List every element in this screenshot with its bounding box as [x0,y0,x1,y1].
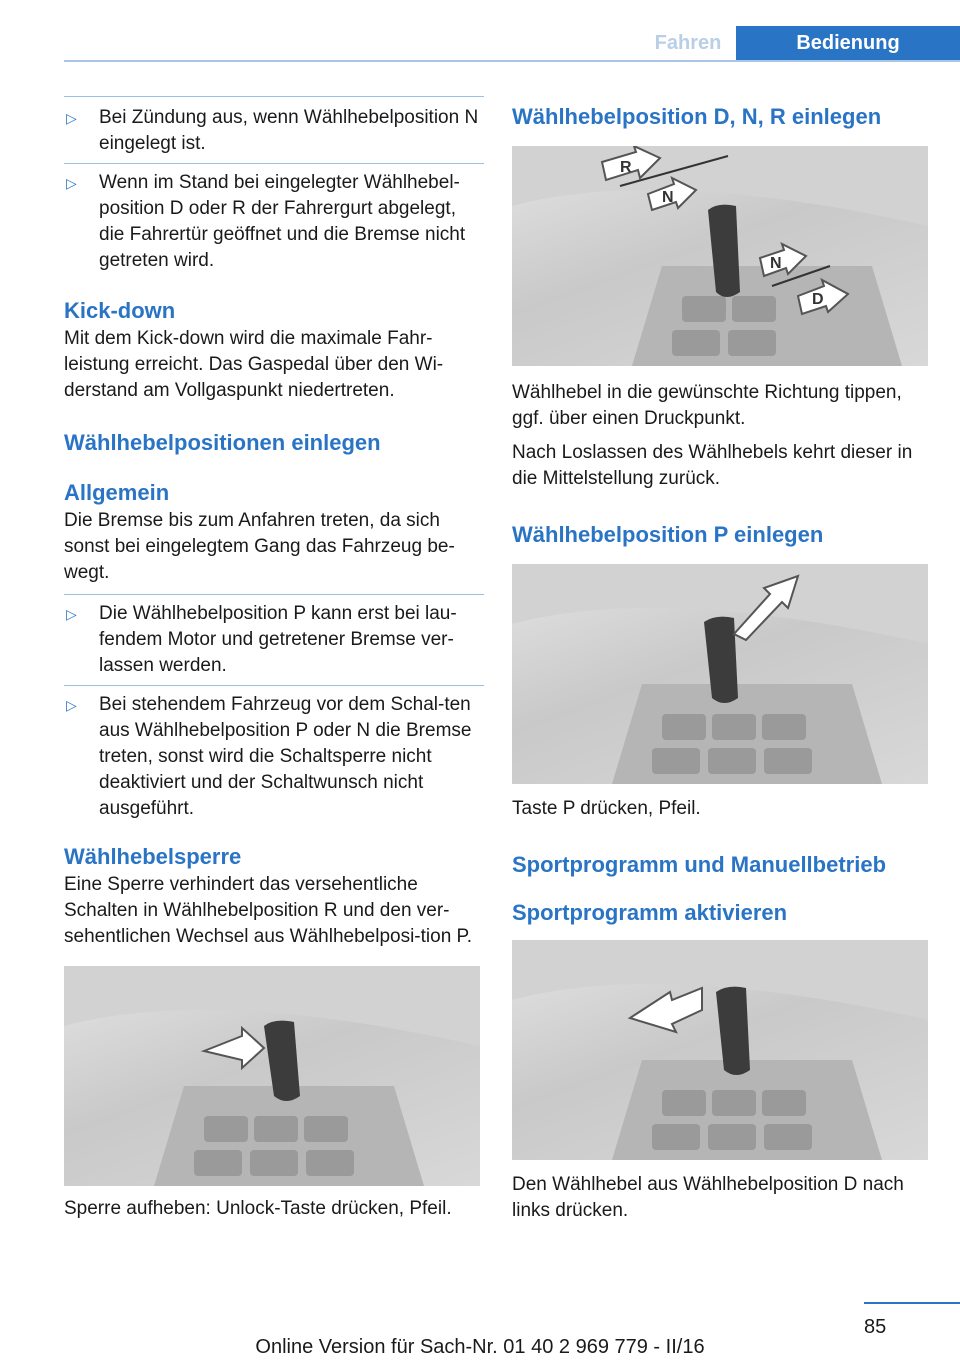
header-tabs [640,26,960,62]
dnr-label-n-top: N [662,189,674,206]
gear-selector-illustration [64,966,480,1186]
bullet-item [64,105,484,157]
triangle-bullet-icon: ▷ [66,697,77,713]
sperre-caption: Sperre aufheben: Unlock-Taste drücken, Pfeil. [64,1198,452,1219]
bullet-divider [64,96,484,97]
p-heading: Wählhebelposition P einlegen [512,522,824,547]
bullet-divider [64,594,484,595]
footer-rule [864,1302,960,1304]
gear-selector-p-illustration [512,564,928,784]
allgemein-text: Die Bremse bis zum Anfahren treten, da sich sonst bei eingelegtem Gang das Fahrzeug be‐wegt. [64,510,455,583]
triangle-bullet-icon: ▷ [66,110,77,126]
dnr-label-n-bottom: N [770,255,782,272]
kickdown-heading: Kick-down [64,298,176,323]
dnr-label-r: R [620,159,632,176]
triangle-bullet-icon: ▷ [66,606,77,622]
header-rule [64,60,960,62]
p-photo [512,564,928,784]
right-column [512,96,928,1224]
sport-subheading: Sportprogramm aktivieren [512,900,788,925]
allgemein-heading: Allgemein [64,480,170,505]
bullet-divider [64,685,484,686]
bullet-item [64,601,484,679]
bullet-item [64,170,484,274]
sperre-heading: Wählhebelsperre [64,844,242,869]
kickdown-text: Mit dem Kick-down wird die maximale Fahr‐leistung erreicht. Das Gaspedal über den Wi‐derstand am Vollgaspunkt niedertreten. [64,328,444,401]
tab-bedienung[interactable]: Bedienung [736,26,960,62]
tab-fahren[interactable]: Fahren [654,32,722,54]
left-column [64,96,484,1222]
sport-photo [512,940,928,1160]
dnr-text-2: Nach Loslassen des Wählhebels kehrt dieser in die Mittelstellung zurück. [512,442,913,489]
sperre-photo [64,966,480,1186]
sperre-text: Eine Sperre verhindert das versehentliche Schalten in Wählhebelposition R und den ver‐sehentlichen Wechsel aus Wählhebelposi‐tion P. [64,874,473,947]
dnr-label-d: D [812,291,824,308]
dnr-text-1: Wählhebel in die gewünschte Richtung tippen, ggf. über einen Druckpunkt. [512,382,902,429]
p-caption: Taste P drücken, Pfeil. [512,798,701,819]
sport-heading: Sportprogramm und Manuellbetrieb [512,852,887,877]
footer-text: Online Version für Sach-Nr. 01 40 2 969 779 - II/16 [255,1336,705,1358]
gear-selector-sport-illustration [512,940,928,1160]
bullet-text: Bei Zündung aus, wenn Wählhebelposition N eingelegt ist. [99,107,479,154]
bullet-text: Wenn im Stand bei eingelegter Wählhebel‐position D oder R der Fahrergurt abgelegt, die Fahrertür geöffnet und die Bremse nicht getreten wird. [99,172,466,271]
dnr-heading: Wählhebelposition D, N, R einlegen [512,104,882,129]
page-number: 85 [864,1316,887,1338]
bullet-text: Bei stehendem Fahrzeug vor dem Schal‐ten aus Wählhebelposition P oder N die Bremse treten, sonst wird die Schaltsperre nicht deaktiviert und der Schaltwunsch nicht ausgeführt. [99,694,472,819]
bullet-text: Die Wählhebelposition P kann erst bei lau‐fendem Motor und getretener Bremse ver‐lassen werden. [99,603,457,676]
sport-caption: Den Wählhebel aus Wählhebelposition D nach links drücken. [512,1174,904,1221]
bullet-divider [64,163,484,164]
bullet-item [64,692,484,822]
triangle-bullet-icon: ▷ [66,175,77,191]
dnr-photo [512,146,928,366]
gear-selector-dnr-illustration [512,146,928,366]
section-heading: Wählhebelpositionen einlegen [64,430,381,455]
